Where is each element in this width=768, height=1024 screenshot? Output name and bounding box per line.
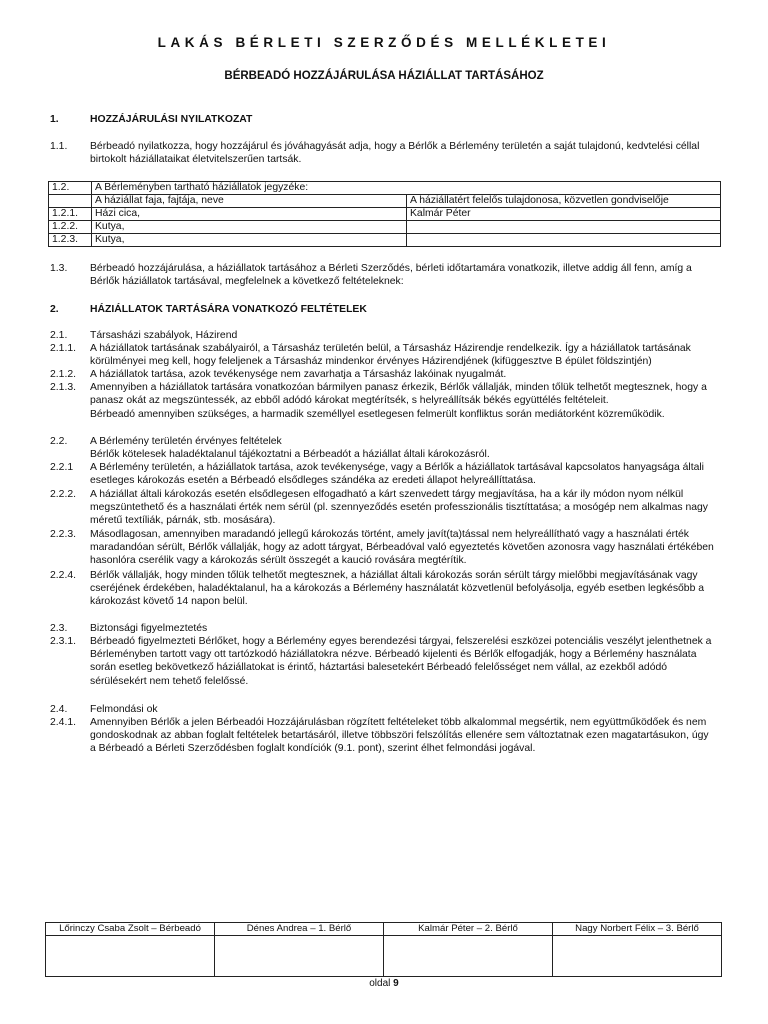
paragraph-number: 2.1.1. (50, 343, 76, 354)
paragraph-number: 2.2.1 (50, 462, 74, 473)
signatory-tenant-2: Kalmár Péter – 2. Bérlő (384, 923, 553, 936)
paragraph-number: 2.2.3. (50, 529, 76, 540)
subsection-title: Biztonsági figyelmeztetés (90, 623, 208, 634)
paragraph-text: Bérbeadó amennyiben szükséges, a harmadik személlyel esetlegesen felmerült konfliktus során mediátorként közreműködik. (90, 409, 665, 420)
page-footer (0, 977, 768, 990)
paragraph-number: 1.3. (50, 263, 68, 274)
table-row (49, 208, 721, 221)
table-caption: A Bérleményben tartható háziállatok jegyzéke: (92, 182, 721, 195)
section-title: HÁZIÁLLATOK TARTÁSÁRA VONATKOZÓ FELTÉTELEK (90, 304, 367, 315)
document-subtitle: BÉRBEADÓ HOZZÁJÁRULÁSA HÁZIÁLLAT TARTÁSÁHOZ (224, 70, 544, 82)
subsection-title: A Bérlemény területén érvényes feltételek (90, 436, 282, 447)
paragraph-number: 2.1.2. (50, 369, 76, 380)
paragraph-number: 2.2. (50, 436, 68, 447)
row-number: 1.2.1. (49, 208, 92, 221)
section-number: 1. (50, 114, 59, 125)
paragraph-text: Bérlők kötelesek haladéktalanul tájékoztatni a Bérbeadót a háziállat általi károkozásról. (90, 449, 490, 460)
row-number: 1.2.2. (49, 221, 92, 234)
row-number: 1.2.3. (49, 234, 92, 247)
subsection-title: Társasházi szabályok, Házirend (90, 330, 238, 341)
owner-cell (407, 221, 721, 234)
paragraph-text: Bérbeadó nyilatkozza, hogy hozzájárul és jóváhagyását adja, hogy a Bérlők a Bérlemény területén a saját tulajdonú, kedvtelési céllal birtokolt háziállataikat életvitelszerűen tartsák. (90, 141, 700, 166)
paragraph-number: 2.4.1. (50, 717, 76, 728)
paragraph-text: A Bérlemény területén, a háziállatok tartása, azok tevékenysége, vagy a Bérlők a háziállatok tartásával kapcsolatos hanyagsága általi esetleges károkozás esetén a Bérbeadó elsődleges szándéka az eredeti állapot helyreállíttatása. (90, 462, 704, 487)
paragraph-number: 2.1. (50, 330, 68, 341)
paragraph-text: Bérbeadó hozzájárulása, a háziállatok tartásához a Bérleti Szerződés, bérleti időtartamára vonatkozik, illetve addig áll fenn, amíg a Bérlők háziállatok tartásával, megfelelnek a következő feltételeknek: (90, 263, 692, 288)
paragraph-text: A háziállatok tartása, azok tevékenysége nem zavarhatja a Társasház lakóinak nyugalmát. (90, 369, 507, 380)
table-num-cell: 1.2. (49, 182, 92, 195)
signatory-tenant-3: Nagy Norbert Félix – 3. Bérlő (553, 923, 722, 936)
signature-box[interactable] (215, 936, 384, 977)
pet-list-table (48, 181, 721, 247)
signature-box[interactable] (46, 936, 215, 977)
paragraph-number: 1.1. (50, 141, 68, 152)
page-number: 9 (393, 978, 399, 989)
section-title: HOZZÁJÁRULÁSI NYILATKOZAT (90, 114, 253, 125)
table-row (49, 221, 721, 234)
paragraph-number: 2.2.2. (50, 489, 76, 500)
page-label: oldal (369, 978, 391, 989)
owner-cell: Kalmár Péter (407, 208, 721, 221)
table-num-cell (49, 195, 92, 208)
table-row (49, 234, 721, 247)
animal-cell: Kutya, (92, 221, 407, 234)
column-header-owner: A háziállatért felelős tulajdonosa, közvetlen gondviselője (407, 195, 721, 208)
paragraph-text: Amennyiben Bérlők a jelen Bérbeadói Hozzájárulásban rögzített feltételeket több alkalommal megsértik, nem együttműködőek és nem gondoskodnak az abban foglalt feltételek betartásáról, illetve többszöri felszólítás ellenére sem változtatnak ezen magatartásukon, úgy a Bérbeadó a Bérleti Szerződésben foglalt kondíciók (9.1. pont), szerint élhet felmondási jogával. (90, 717, 709, 755)
paragraph-text: Bérbeadó figyelmezteti Bérlőket, hogy a Bérlemény egyes berendezési tárgyai, felszerelési eszközei potenciális veszélyt jelenthetnek a Bérleményben tartott vagy ott tartózkodó háziállatokra nézve. Bérbeadó kijelenti és Bérlők elfogadják, hogy a Bérlemény használata során esetleg bekövetkező háziállatokat is érintő, háztartási balesetekért Bérbeadó felelősséget nem vállal, az ezekből adódó sérülésekért nem tehető felelőssé. (90, 636, 712, 687)
signatory-landlord: Lőrinczy Csaba Zsolt – Bérbeadó (46, 923, 215, 936)
signature-box[interactable] (553, 936, 722, 977)
paragraph-text: A háziállat általi károkozás esetén elsődlegesen elfogadható a kárt szenvedett tárgy megjavítása, ha a kár ily módon nyom nélkül megszüntethető és a használati érték nem sérül (pl. szennyeződés esetén professzionális tisztíttatása; a mosógép nem alkalmas nagy méretű textíliák, párnák, stb. mosására). (90, 489, 708, 527)
paragraph-text: Másodlagosan, amennyiben maradandó jellegű károkozás történt, amely javít(ta)tással nem helyreállítható vagy a használati érték maradandóan sérült, Bérlők vállalják, hogy az adott tárgyat, Bérbeadóval való egyeztetés követően azonosra vagy használati értékében hasonlóra cserélik vagy a károkozás sérült összegét a kaució rovására megtérítik. (90, 529, 714, 567)
paragraph-number: 2.4. (50, 704, 68, 715)
section-number: 2. (50, 304, 59, 315)
signature-box[interactable] (384, 936, 553, 977)
owner-cell (407, 234, 721, 247)
animal-cell: Házi cica, (92, 208, 407, 221)
paragraph-number: 2.3.1. (50, 636, 76, 647)
document-title: LAKÁS BÉRLETI SZERZŐDÉS MELLÉKLETEI (157, 35, 611, 50)
signatory-tenant-1: Dénes Andrea – 1. Bérlő (215, 923, 384, 936)
paragraph-text: A háziállatok tartásának szabályairól, a Társasház területén belül, a Társasház Házirendje rendelkezik. Így a háziállatok tartásának körülményei meg kell, hogy feleljenek a Társasház mindenkor érvényes Házirendjének (kifüggesztve B épület földszintjén) (90, 343, 691, 368)
column-header-animal: A háziállat faja, fajtája, neve (92, 195, 407, 208)
subsection-title: Felmondási ok (90, 704, 158, 715)
paragraph-text: Bérlők vállalják, hogy minden tőlük telhetőt megtesznek, a háziállat általi károkozás során sérült tárgy mielőbbi megjavításának vagy cseréjének érdekében, haladéktalanul, ha a károkozás a Bérlemény használatát közvetlenül befolyásolja, egyéb esetben legkésőbb a károkozást követő 14 napon belül. (90, 570, 705, 608)
paragraph-number: 2.3. (50, 623, 68, 634)
paragraph-number: 2.1.3. (50, 382, 76, 393)
paragraph-number: 2.2.4. (50, 570, 76, 581)
paragraph-text: Amennyiben a háziállatok tartására vonatkozóan bármilyen panasz érkezik, Bérlők vállalják, minden tőlük telhetőt megtesznek, hogy a panasz okát az megszüntessék, az ebből adódó károkat megtérítsék, s helyreállítsák békés együttélés feltételeit. (90, 382, 707, 407)
signature-table (45, 922, 722, 977)
animal-cell: Kutya, (92, 234, 407, 247)
